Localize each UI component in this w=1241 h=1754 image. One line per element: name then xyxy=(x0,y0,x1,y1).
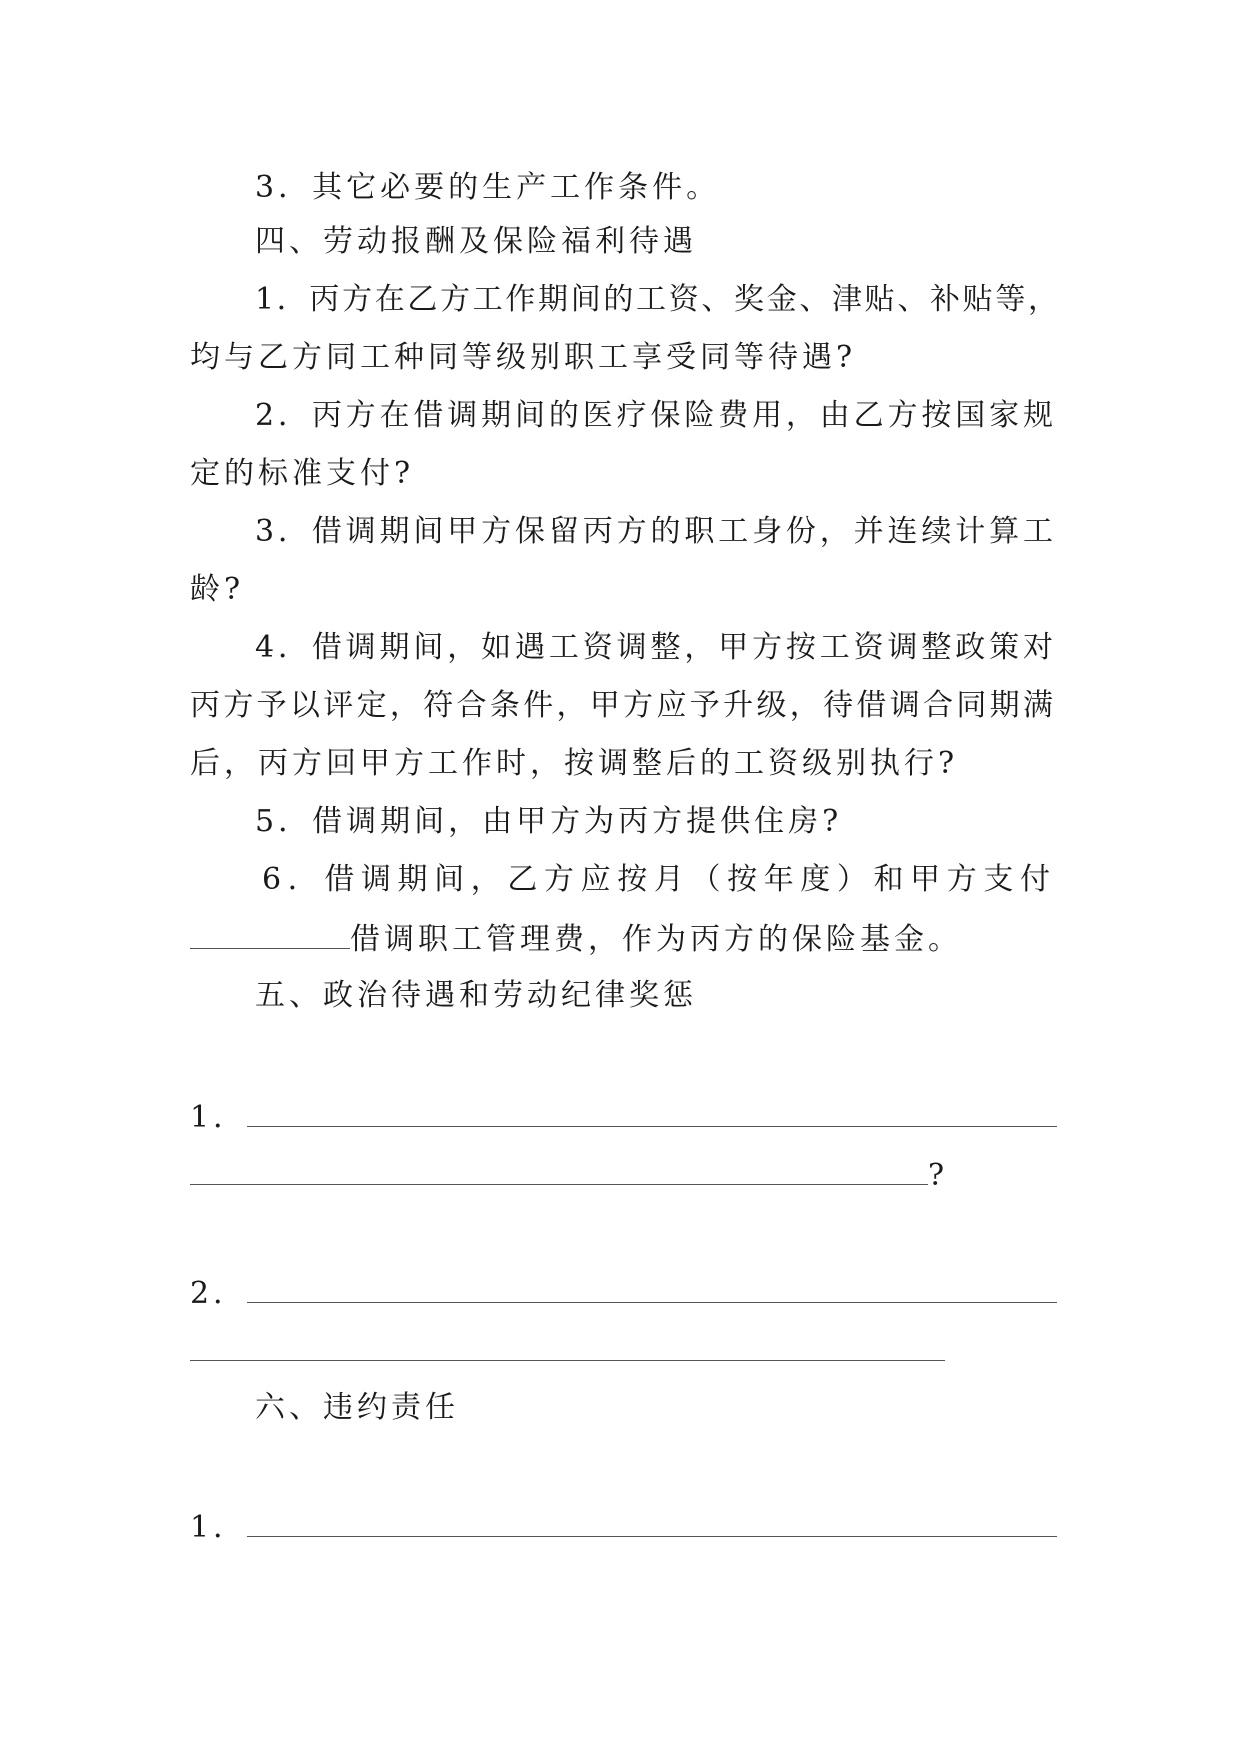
fill-in-blank[interactable] xyxy=(190,1330,945,1361)
list-item xyxy=(190,1506,1060,1548)
paragraph-line: 1．丙方在乙方工作期间的工资、奖金、津贴、补贴等， xyxy=(255,282,1060,317)
section-heading: 四、劳动报酬及保险福利待遇 xyxy=(255,224,697,259)
fill-in-blank[interactable] xyxy=(247,1506,1057,1537)
list-number: 1． xyxy=(190,1510,248,1545)
paragraph-line: 4．借调期间，如遇工资调整，甲方按工资调整政策对 xyxy=(255,630,1055,665)
paragraph-line: 3．借调期间甲方保留丙方的职工身份，并连续计算工 xyxy=(255,514,1055,549)
paragraph-line: 丙方予以评定，符合条件，甲方应予升级，待借调合同期满 xyxy=(190,688,1055,723)
fill-in-blank[interactable] xyxy=(247,1096,1057,1127)
paragraph-line: 定的标准支付? xyxy=(190,456,415,491)
paragraph-text: 借调职工管理费，作为丙方的保险基金。 xyxy=(350,922,962,957)
list-number: 2． xyxy=(190,1276,248,1311)
paragraph-line: 5．借调期间，由甲方为丙方提供住房? xyxy=(255,804,843,839)
fill-in-blank[interactable] xyxy=(190,918,350,949)
list-item xyxy=(190,1096,1060,1138)
paragraph-line: 3．其它必要的生产工作条件。 xyxy=(255,170,721,205)
fill-in-blank[interactable] xyxy=(247,1272,1057,1303)
paragraph-line: 均与乙方同工种同等级别职工享受同等待遇? xyxy=(190,340,857,375)
paragraph-line: 后，丙方回甲方工作时，按调整后的工资级别执行? xyxy=(190,746,959,781)
paragraph-line: 2．丙方在借调期间的医疗保险费用，由乙方按国家规 xyxy=(255,398,1055,433)
fill-in-blank[interactable] xyxy=(190,1154,928,1185)
paragraph-text: ? xyxy=(928,1158,949,1193)
section-heading: 五、政治待遇和劳动纪律奖惩 xyxy=(255,978,697,1013)
section-heading: 六、违约责任 xyxy=(255,1390,459,1425)
list-item-continuation xyxy=(190,1330,1060,1372)
paragraph-line: 6．借调期间，乙方应按月（按年度）和甲方支付 xyxy=(262,862,1052,897)
paragraph-line: 龄? xyxy=(190,572,245,607)
list-item xyxy=(190,1272,1060,1314)
paragraph-line-with-blank xyxy=(190,918,1060,960)
list-number: 1． xyxy=(190,1100,248,1135)
list-item-continuation xyxy=(190,1154,1060,1196)
